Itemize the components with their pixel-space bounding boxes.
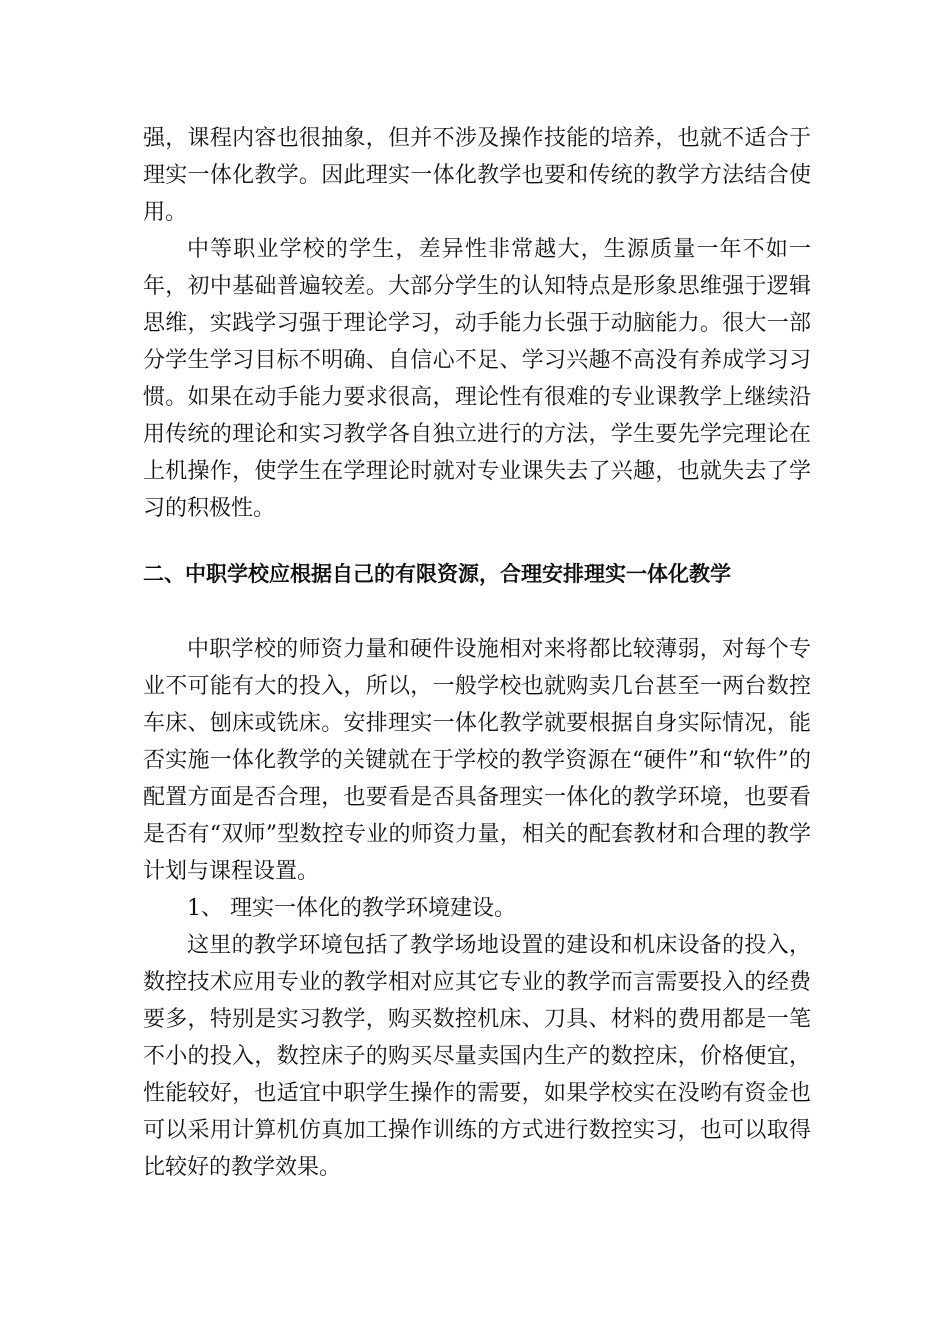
paragraph-students: 中等职业学校的学生，差异性非常越大，生源质量一年不如一年，初中基础普遍较差。大部分学生的认知特点是形象思维强于逻辑思维，实践学习强于理论学习，动手能力长强于动脑能力。很大一部分学生学习目标不明确、自信心不足、学习兴趣不高没有养成学习习惯。如果在动手能力要求很高，理论性有很难的专业课教学上继续沿用传统的理论和实习教学各自独立进行的方法，学生要先学完理论在上机操作，使学生在学理论时就对专业课失去了兴趣，也就失去了学习的积极性。 [143,237,811,521]
list-item-1: 1、 理实一体化的教学环境建设。 [187,896,516,921]
paragraph-continuation: 强，课程内容也很抽象，但并不涉及操作技能的培养，也就不适合于理实一体化教学。因此理实一体化教学也要和传统的教学方法结合使用。 [143,126,811,225]
spacer [143,527,811,556]
spacer [143,593,811,631]
paragraph-environment: 这里的教学环境包括了教学场地设置的建设和机床设备的投入，数控技术应用专业的教学相对应其它专业的教学而言需要投入的经费要多，特别是实习教学，购买数控机床、刀具、材料的费用都是一笔不小的投入，数控床子的购买尽量卖国内生产的数控床，价格便宜，性能较好，也适宜中职学生操作的需要，如果学校实在没哟有资金也可以采用计算机仿真加工操作训练的方式进行数控实习，也可以取得比较好的教学效果。 [143,933,811,1180]
document-page [143,120,811,1186]
section-heading: 二、中职学校应根据自己的有限资源，合理安排理实一体化教学 [143,562,731,586]
paragraph-resources: 中职学校的师资力量和硬件设施相对来将都比较薄弱，对每个专业不可能有大的投入，所以，一般学校也就购卖几台甚至一两台数控车床、刨床或铣床。安排理实一体化教学就要根据自身实际情况，能否实施一体化教学的关键就在于学校的教学资源在“硬件”和“软件”的配置方面是否合理，也要看是否具备理实一体化的教学环境，也要看是否有“双师”型数控专业的师资力量，相关的配套教材和合理的教学计划与课程设置。 [143,637,811,884]
